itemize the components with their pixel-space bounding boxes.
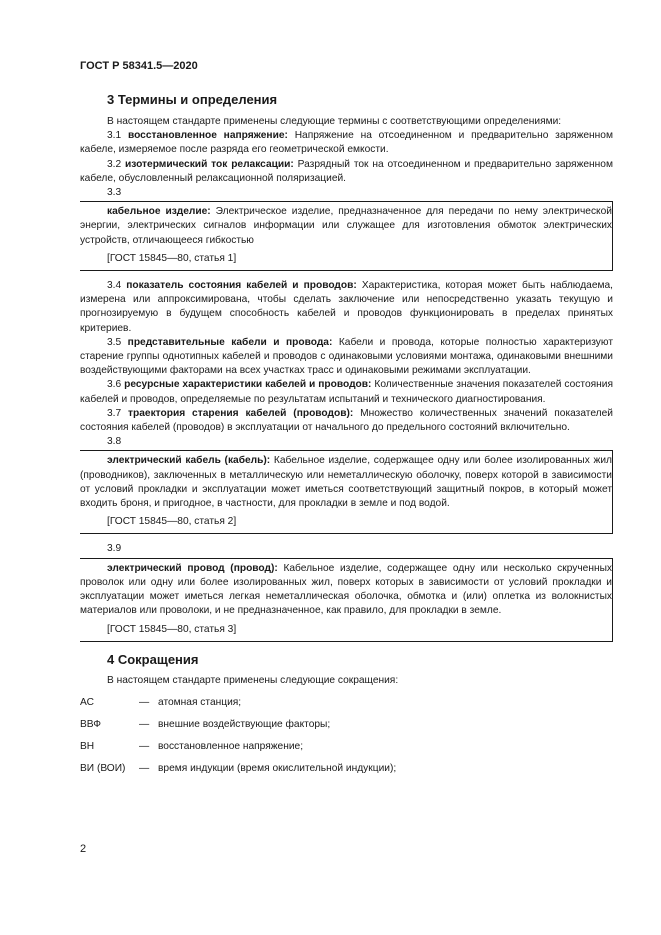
term-3-9-reference: [ГОСТ 15845—80, статья 3] xyxy=(107,623,237,635)
section-3-title: 3 Термины и определения xyxy=(107,92,278,107)
term-3-7: 3.7 траектория старения кабелей (проводов): Множество количественных значений показателей состояния кабелей (проводов) в эксплуатации от начального до предельного состояний включительно. xyxy=(80,407,613,434)
term-3-1: 3.1 восстановленное напряжение: Напряжение на отсоединенном и предварительно заряженном кабеле, измеряемое после разряда его геометрической емкости. xyxy=(80,130,613,156)
term-3-5: 3.5 представительные кабели и провода: Кабели и провода, которые полностью характеризуют старение группы однотипных кабелей и проводов с одинаковыми условиями монтажа, одинаковыми внешними воздействующими факторами на всех участках трасс и одинаковыми режимами эксплуатации. xyxy=(80,336,613,377)
document-header: ГОСТ Р 58341.5—2020 xyxy=(80,60,198,72)
term-3-3-reference: [ГОСТ 15845—80, статья 1] xyxy=(107,252,237,264)
term-3-9-number: 3.9 xyxy=(107,543,122,555)
term-3-8: электрический кабель (кабель): Кабельное изделие, содержащее одну или более изолированных жил (проводников), заключенных в металлическую или неметаллическую оболочку, поверх которой в зависимости от условий прокладки и эксплуатации может иметься соответствующий защитный покров, в который может входить броня, и пригодное, в частности, для прокладки в земле и под водой. xyxy=(80,455,613,510)
abbreviation-row xyxy=(80,696,613,710)
term-3-3-number: 3.3 xyxy=(107,187,122,199)
abbreviation-description: восстановленное напряжение; xyxy=(158,740,304,752)
abbreviation: АС xyxy=(80,696,94,708)
term-3-3: кабельное изделие: Электрическое изделие, предназначенное для передачи по нему электрической энергии, электрических сигналов информации или служащее для изготовления обмоток электрических устройств, отличающееся гибкостью xyxy=(80,206,612,246)
term-3-8-number: 3.8 xyxy=(107,436,122,448)
page-number: 2 xyxy=(80,843,87,855)
abbreviation-dash: — xyxy=(139,718,150,730)
abbreviation-dash: — xyxy=(139,740,150,752)
abbreviation: ВВФ xyxy=(80,718,101,730)
page-content xyxy=(80,92,613,784)
term-3-2: 3.2 изотермический ток релаксации: Разрядный ток на отсоединенном и предварительно заряженном кабеле, обусловленный релаксационной поляризацией. xyxy=(80,158,613,184)
abbreviation-dash: — xyxy=(139,696,150,708)
term-3-8-reference: [ГОСТ 15845—80, статья 2] xyxy=(107,516,237,528)
term-3-6: 3.6 ресурсные характеристики кабелей и проводов: Количественные значения показателей состояния кабелей и проводов, определяемые по результатам испытаний и технического диагностирования. xyxy=(80,379,613,405)
abbreviation-description: время индукции (время окислительной индукции); xyxy=(158,762,397,774)
abbreviation: ВИ (ВОИ) xyxy=(80,762,126,774)
abbreviation-row xyxy=(80,740,613,754)
abbreviation-row xyxy=(80,762,613,776)
section-3-intro: В настоящем стандарте применены следующие термины с соответствующими определениями: xyxy=(107,116,562,127)
abbreviation-description: атомная станция; xyxy=(158,696,242,708)
term-3-9-box xyxy=(80,558,613,642)
term-3-3-box xyxy=(80,201,613,271)
term-3-9: электрический провод (провод): Кабельное изделие, содержащее одну или несколько скрученных проволок или одну или более изолированных жил, поверх которых в зависимости от условий прокладки и эксплуатации может иметься легкая неметаллическая оболочка, обмотка и (или) оплетка из волокнистых материалов или проволоки, и не предназначенное, как правило, для прокладки в земле. xyxy=(80,562,612,617)
abbreviation: ВН xyxy=(80,740,95,752)
abbreviation-description: внешние воздействующие факторы; xyxy=(158,718,331,730)
term-3-4: 3.4 показатель состояния кабелей и проводов: Характеристика, которая может быть наблюдаема, измерена или аппроксимирована, чтобы сделать заключение или непосредственно указать текущую и прогнозируемую в будущем способность кабелей и проводов функционировать в пределах принятых критериев. xyxy=(80,280,613,334)
section-4-title: 4 Сокращения xyxy=(107,651,199,667)
section-4-intro: В настоящем стандарте применены следующие сокращения: xyxy=(107,674,399,686)
abbreviation-row xyxy=(80,718,613,732)
abbreviation-dash: — xyxy=(139,762,150,774)
term-3-8-box xyxy=(80,450,613,534)
